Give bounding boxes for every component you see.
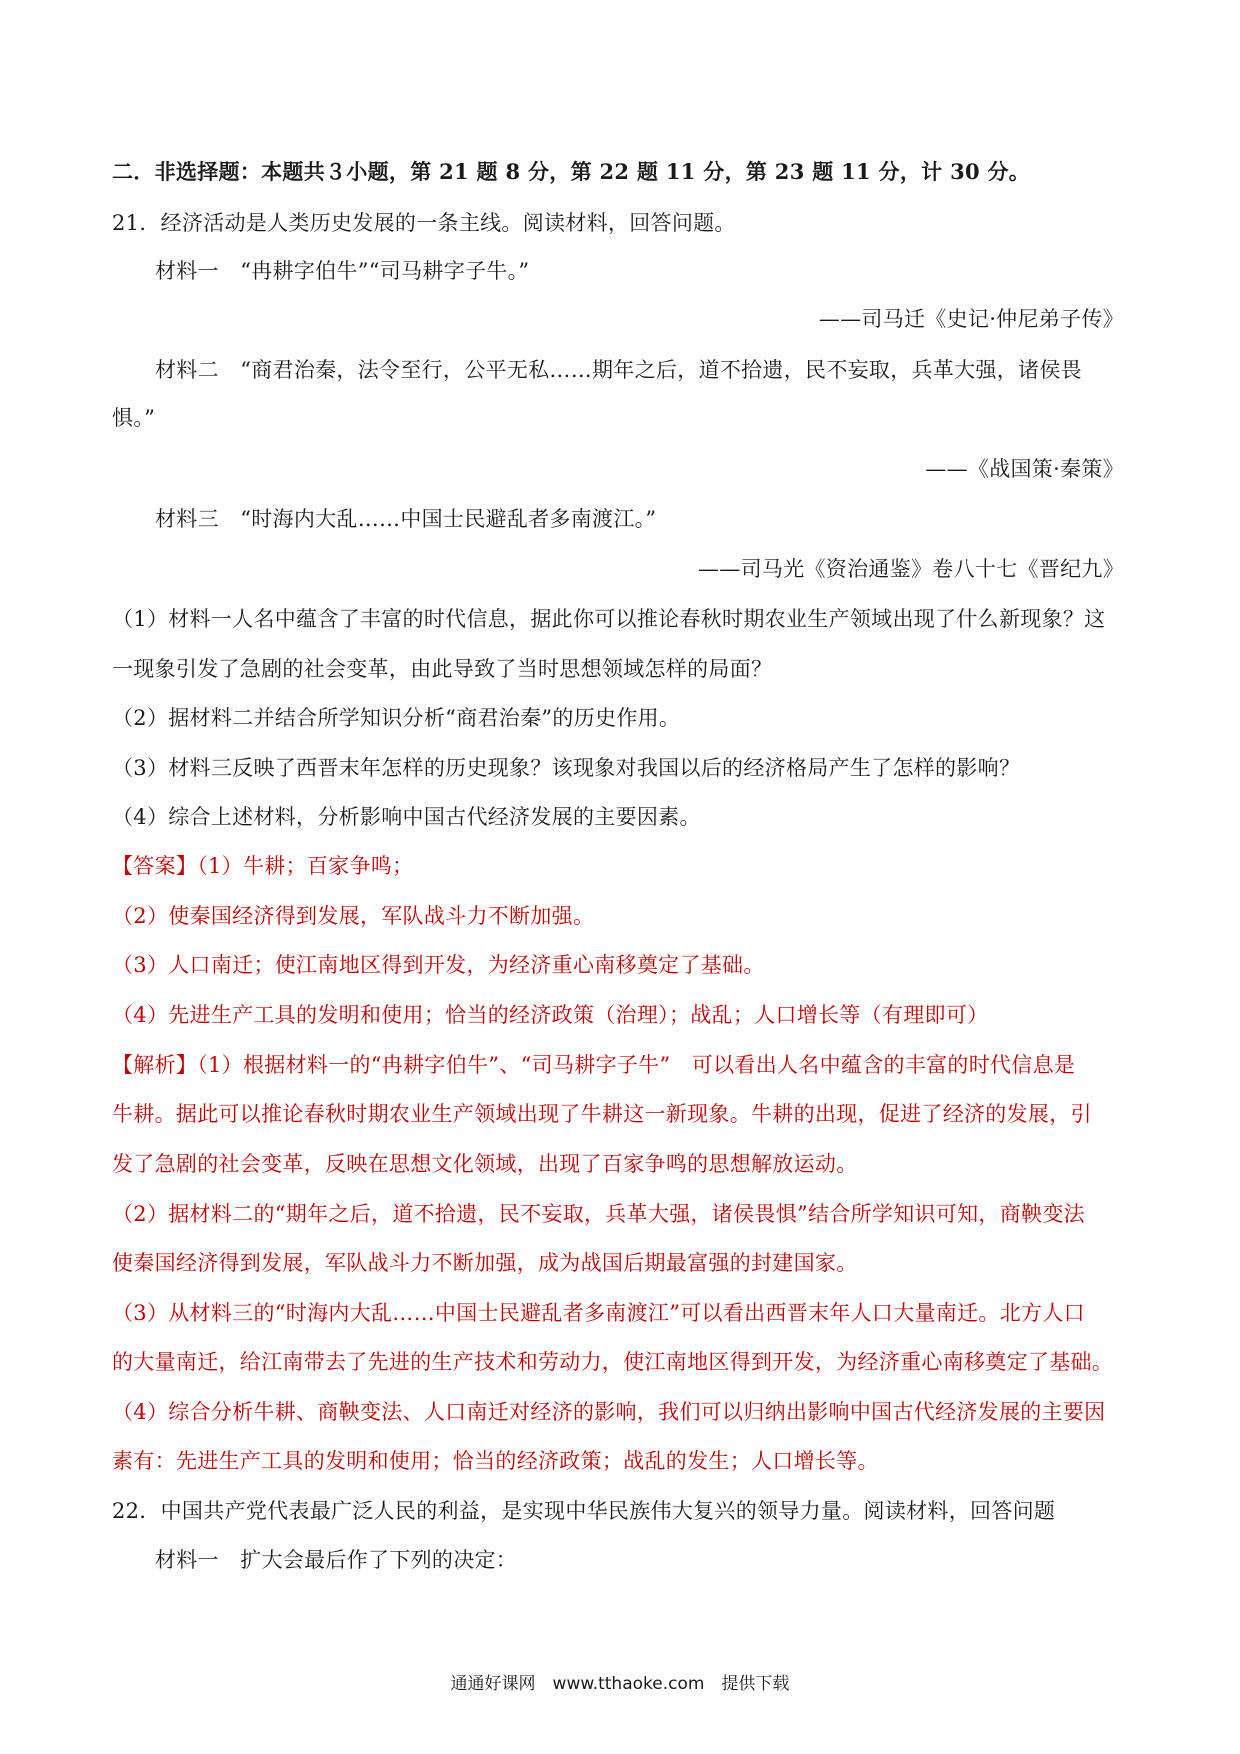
q21-question-1-line1: （1）材料一人名中蕴含了丰富的时代信息，据此你可以推论春秋时期农业生产领域出现了什么新现象？这: [112, 607, 1106, 631]
analysis-p1-line2: 牛耕。据此可以推论春秋时期农业生产领域出现了牛耕这一新现象。牛耕的出现，促进了经济的发展，引: [112, 1102, 1092, 1126]
q21-material-2-line1: 材料二 “商君治秦，法令至行，公平无私……期年之后，道不拾遗，民不妄取，兵革大强，诸侯畏: [155, 358, 1082, 382]
analysis-p1-line1: 【解析】（1）根据材料一的“冉耕字伯牛”、“司马耕字子牛” 可以看出人名中蕴含的丰富的时代信息是: [112, 1053, 1076, 1077]
answer-line-2: （2）使秦国经济得到发展，军队战斗力不断加强。: [112, 904, 595, 928]
analysis-p2-line2: 使秦国经济得到发展，军队战斗力不断加强，成为战国后期最富强的封建国家。: [112, 1251, 858, 1275]
analysis-p2-line1: （2）据材料二的“期年之后，道不拾遗，民不妄取，兵革大强，诸侯畏惧”结合所学知识可知，商鞅变法: [112, 1202, 1085, 1226]
answer-line-1: 【答案】（1）牛耕；百家争鸣；: [112, 854, 414, 878]
q21-question-1-line2: 一现象引发了急剧的社会变革，由此导致了当时思想领域怎样的局面？: [112, 657, 773, 681]
analysis-p1-line3: 发了急剧的社会变革，反映在思想文化领域，出现了百家争鸣的思想解放运动。: [112, 1152, 858, 1176]
q22-stem: 22．中国共产党代表最广泛人民的利益，是实现中华民族伟大复兴的领导力量。阅读材料，回答问题: [112, 1499, 1056, 1523]
q21-material-2-line2: 惧。”: [112, 406, 156, 430]
analysis-p4-line1: （4）综合分析牛耕、商鞅变法、人口南迁对经济的影响，我们可以归纳出影响中国古代经济发展的主要因: [112, 1400, 1106, 1424]
q21-question-2: （2）据材料二并结合所学知识分析“商君治秦”的历史作用。: [112, 706, 681, 730]
analysis-p4-line2: 素有：先进生产工具的发明和使用；恰当的经济政策；战乱的发生；人口增长等。: [112, 1449, 879, 1473]
q21-material-3: 材料三 “时海内大乱……中国士民避乱者多南渡江。”: [155, 507, 657, 531]
q21-material-3-source: ——司马光《资治通鉴》卷八十七《晋纪九》: [698, 557, 1124, 581]
q21-material-1: 材料一 “冉耕字伯牛”“司马耕字子牛。”: [155, 259, 530, 283]
section-title: 二．非选择题：本题共３小题，第 21 题 8 分，第 22 题 11 分，第 23 题 11 分，计 30 分。: [112, 159, 1031, 184]
analysis-p3-line2: 的大量南迁，给江南带去了先进的生产技术和劳动力，使江南地区得到开发，为经济重心南移奠定了基础。: [112, 1350, 1114, 1374]
q21-stem: 21．经济活动是人类历史发展的一条主线。阅读材料，回答问题。: [112, 211, 736, 235]
q21-material-1-source: ——司马迁《史记·仲尼弟子传》: [818, 307, 1124, 331]
analysis-p3-line1: （3）从材料三的“时海内大乱……中国士民避乱者多南渡江”可以看出西晋末年人口大量南迁。北方人口: [112, 1301, 1085, 1325]
q21-material-2-source: ——《战国策·秦策》: [925, 457, 1124, 481]
footer: 通通好课网 www.tthaoke.com 提供下载: [450, 1674, 790, 1694]
q21-question-4: （4）综合上述材料，分析影响中国古代经济发展的主要因素。: [112, 805, 701, 829]
q22-material-1: 材料一 扩大会最后作了下列的决定：: [155, 1548, 518, 1572]
answer-line-4: （4）先进生产工具的发明和使用；恰当的经济政策（治理）；战乱；人口增长等（有理即可）: [112, 1003, 989, 1027]
answer-line-3: （3）人口南迁；使江南地区得到开发，为经济重心南移奠定了基础。: [112, 953, 765, 977]
q21-question-3: （3）材料三反映了西晋末年怎样的历史现象？该现象对我国以后的经济格局产生了怎样的影响？: [112, 756, 1021, 780]
